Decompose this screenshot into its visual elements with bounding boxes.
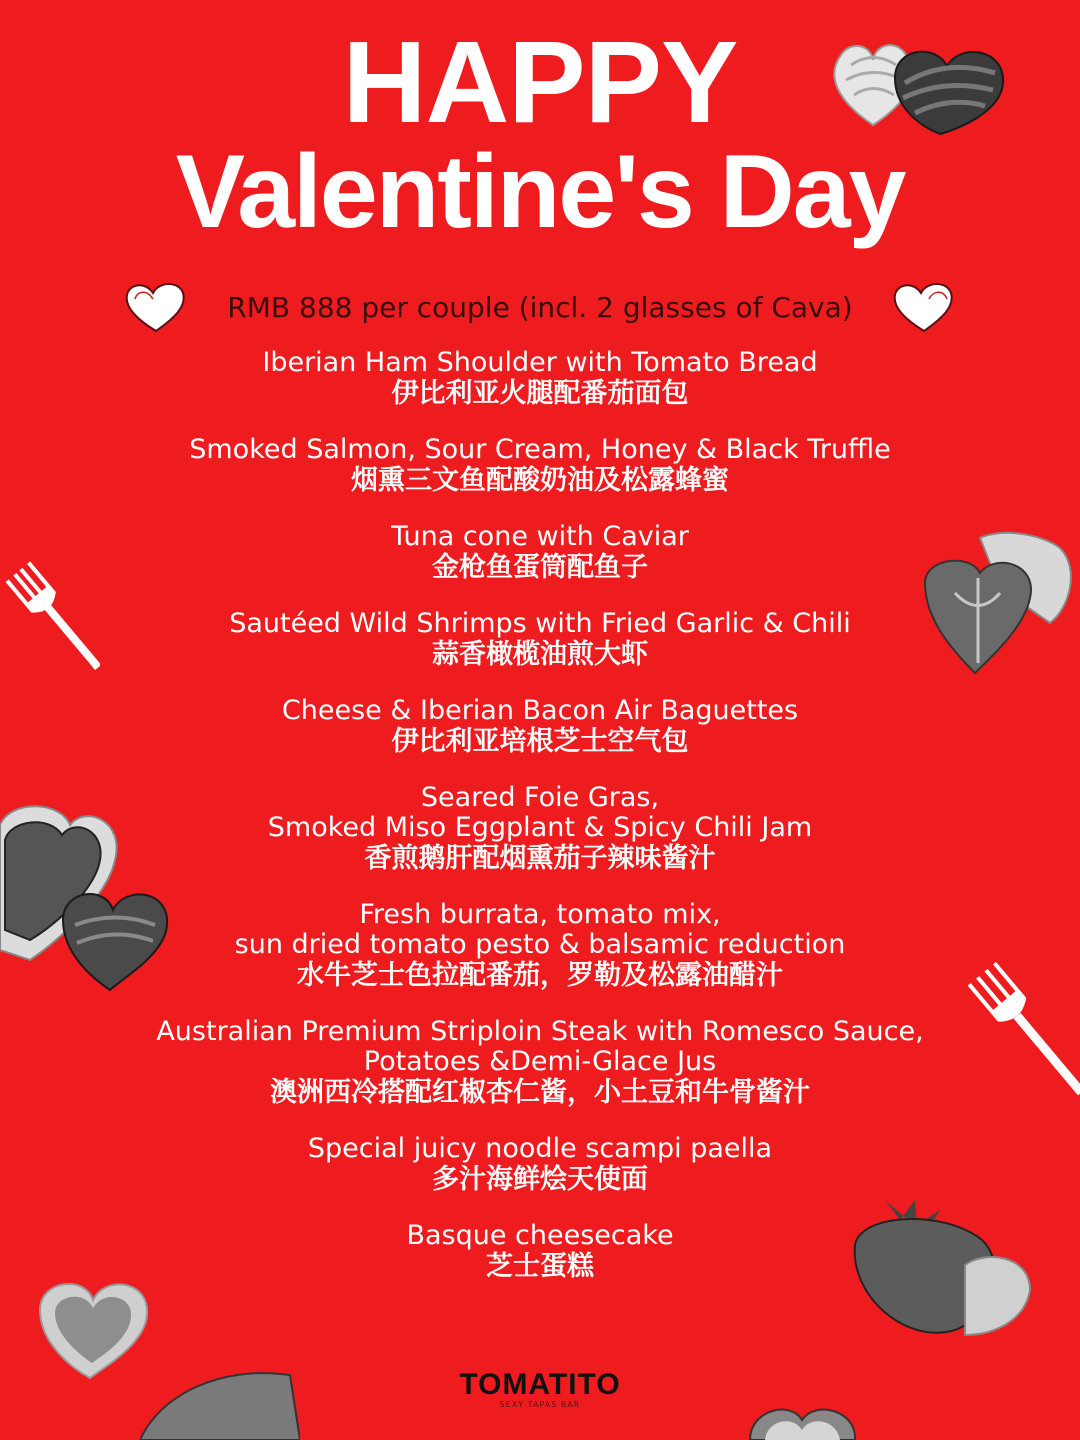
- menu-item-english: Sautéed Wild Shrimps with Fried Garlic & Chili: [229, 608, 851, 639]
- menu-item-chinese: 伊比利亚火腿配番茄面包: [391, 378, 689, 409]
- menu-item-english: Special juicy noodle scampi paella: [307, 1133, 773, 1164]
- menu-item-chinese: 多汁海鲜烩天使面: [432, 1164, 648, 1195]
- menu-item-chinese: 蒜香橄榄油煎大虾: [432, 639, 648, 670]
- menu-item-english: Basque cheesecake: [406, 1220, 674, 1251]
- page-title: [0, 17, 1080, 250]
- menu-item-english: Smoked Miso Eggplant & Spicy Chili Jam: [267, 812, 813, 843]
- menu-item-english: Potatoes &Demi-Glace Jus: [363, 1046, 717, 1077]
- heart-outline-icon: [891, 279, 957, 335]
- menu-item: [0, 696, 1080, 758]
- menu-item-english: Seared Foie Gras,: [420, 782, 660, 813]
- price-row: [0, 282, 1080, 332]
- menu-item-chinese: 金枪鱼蛋筒配鱼子: [432, 552, 648, 583]
- menu-item: [0, 348, 1080, 410]
- menu-item-chinese: 水牛芝士色拉配番茄，罗勒及松露油醋汁: [297, 960, 783, 991]
- heart-outline-icon: [123, 279, 189, 335]
- menu-item: [0, 900, 1080, 992]
- menu-list: [0, 348, 1080, 1308]
- menu-item-chinese: 芝士蛋糕: [486, 1251, 594, 1282]
- title-line-happy: HAPPY: [342, 17, 738, 147]
- menu-item-chinese: 伊比利亚培根芝士空气包: [391, 726, 689, 757]
- menu-item: [0, 1221, 1080, 1283]
- menu-item-english: Fresh burrata, tomato mix,: [359, 899, 721, 930]
- menu-item-chinese: 烟熏三文鱼配酸奶油及松露蜂蜜: [351, 465, 729, 496]
- menu-item-english: Cheese & Iberian Bacon Air Baguettes: [281, 695, 799, 726]
- menu-item: [0, 435, 1080, 497]
- price-text: RMB 888 per couple (incl. 2 glasses of Cava): [227, 290, 853, 324]
- menu-item-chinese: 澳洲西冷搭配红椒杏仁酱，小土豆和牛骨酱汁: [270, 1077, 810, 1108]
- title-line-valentines-day: Valentine's Day: [175, 134, 905, 250]
- brand-name: TOMATITO: [459, 1368, 621, 1401]
- menu-item-english: sun dried tomato pesto & balsamic reduction: [234, 929, 846, 960]
- menu-item-english: Australian Premium Striploin Steak with Romesco Sauce,: [156, 1016, 924, 1047]
- menu-item-chinese: 香煎鹅肝配烟熏茄子辣味酱汁: [364, 843, 716, 874]
- menu-item-english: Tuna cone with Caviar: [391, 521, 689, 552]
- menu-item: [0, 1017, 1080, 1109]
- brand-logo: [0, 1368, 1080, 1409]
- menu-item: [0, 1134, 1080, 1196]
- menu-item: [0, 783, 1080, 875]
- brand-tagline: SEXY TAPAS BAR: [499, 1400, 581, 1409]
- menu-item-english: Smoked Salmon, Sour Cream, Honey & Black Truffle: [189, 434, 891, 465]
- menu-item: [0, 609, 1080, 671]
- menu-item: [0, 522, 1080, 584]
- menu-item-english: Iberian Ham Shoulder with Tomato Bread: [262, 347, 818, 378]
